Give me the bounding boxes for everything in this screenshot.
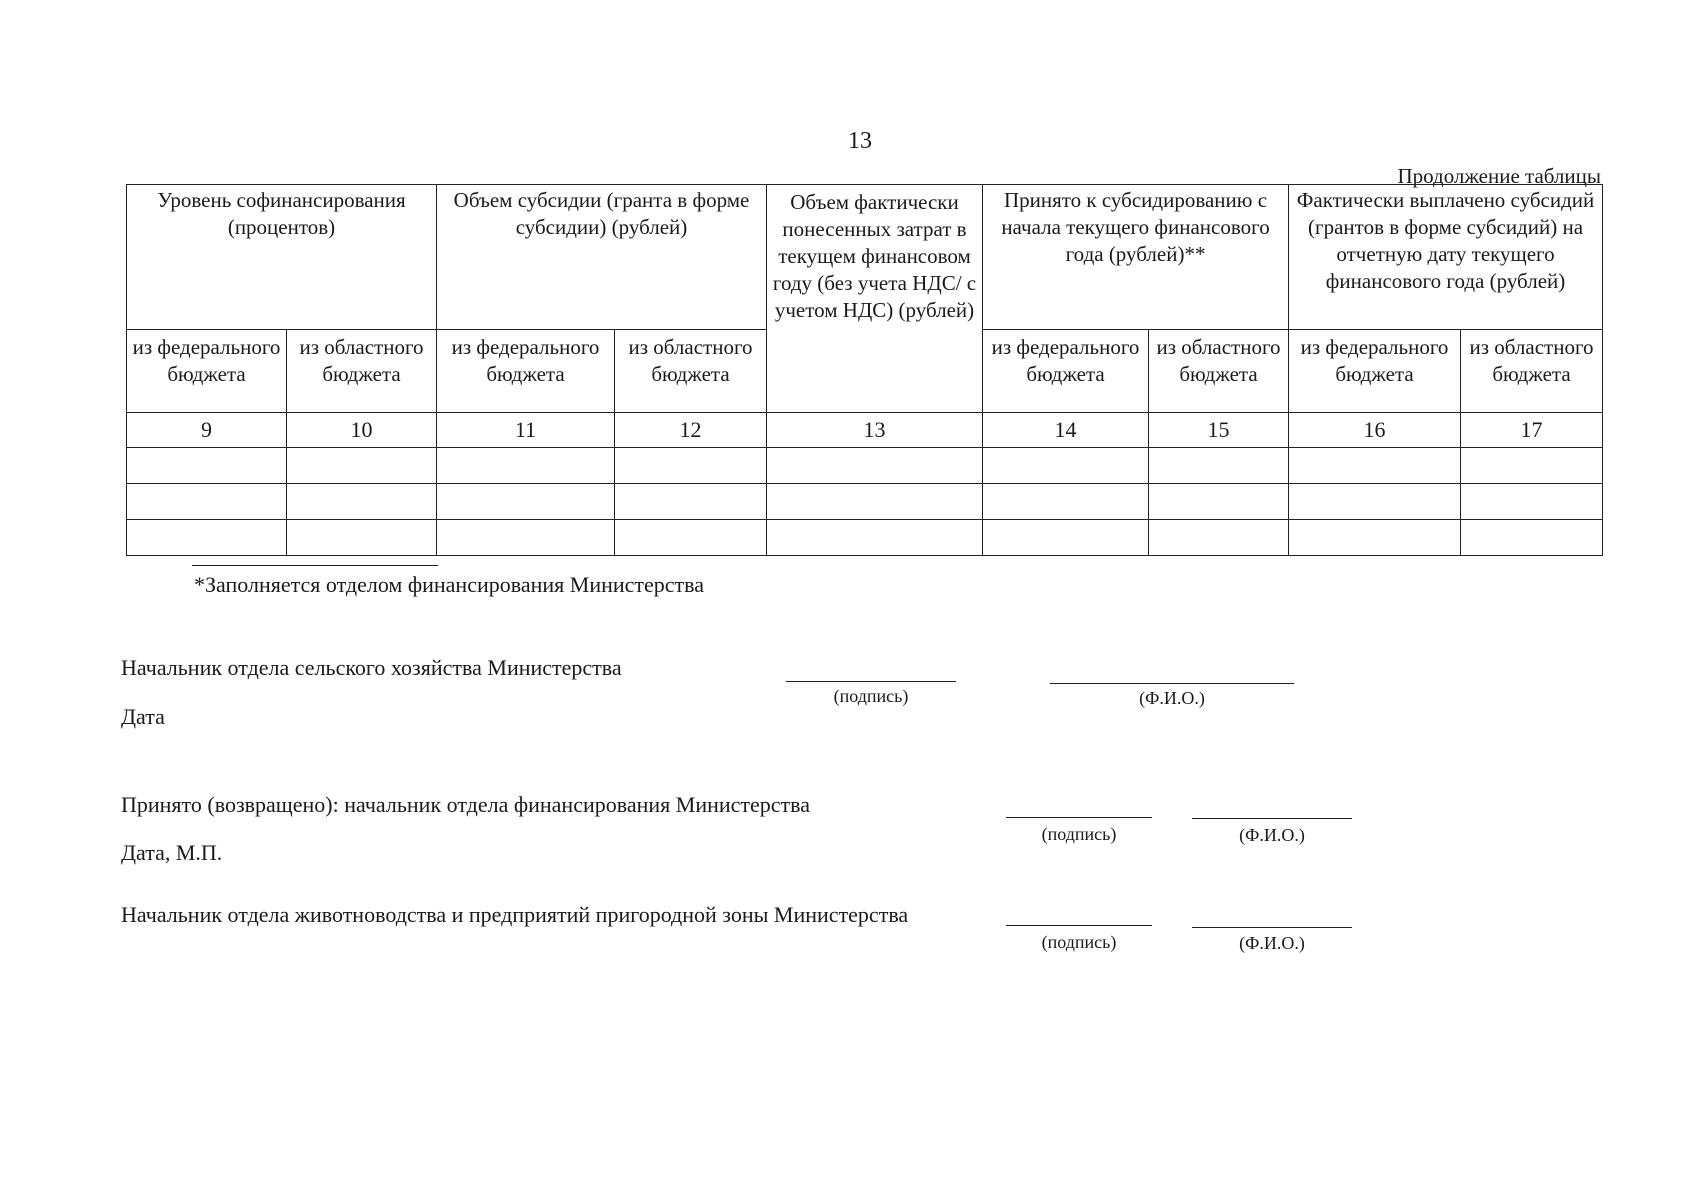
table-group-header-row <box>127 185 1603 330</box>
subheader-federal-budget: из федерального бюджета <box>127 330 287 413</box>
signature-caption: (подпись) <box>1041 932 1117 952</box>
table-row <box>127 448 1603 484</box>
column-number: 11 <box>437 413 615 448</box>
subheader-regional-budget: из областного бюджета <box>615 330 767 413</box>
table-cell <box>1461 520 1603 556</box>
table-cell <box>1461 448 1603 484</box>
table-cell <box>615 520 767 556</box>
subheader-regional-budget: из областного бюджета <box>287 330 437 413</box>
table-row <box>127 484 1603 520</box>
agriculture-head-label: Начальник отдела сельского хозяйства Министерства <box>121 655 622 680</box>
header-subsidy-volume: Объем субсидии (гранта в форме субсидии) (рублей) <box>437 185 767 330</box>
column-number: 14 <box>983 413 1149 448</box>
column-number: 17 <box>1461 413 1603 448</box>
subsidy-report-table <box>126 184 1603 556</box>
date-stamp-label: Дата, М.П. <box>121 840 223 865</box>
table-continuation-label: Продолжение таблицы <box>1397 164 1601 188</box>
column-number: 10 <box>287 413 437 448</box>
subheader-federal-budget: из федерального бюджета <box>1289 330 1461 413</box>
signature-caption: (подпись) <box>1041 824 1117 844</box>
column-number: 12 <box>615 413 767 448</box>
livestock-head-label: Начальник отдела животноводства и предприятий пригородной зоны Министерства <box>121 902 909 927</box>
column-number: 9 <box>127 413 287 448</box>
table-cell <box>127 520 287 556</box>
table-cell <box>1289 520 1461 556</box>
date-label: Дата <box>121 704 165 729</box>
header-cofinancing-level: Уровень софинансирования (процентов) <box>127 185 437 330</box>
table-cell <box>1149 484 1289 520</box>
table-cell <box>615 484 767 520</box>
table-cell <box>983 448 1149 484</box>
table-cell <box>287 484 437 520</box>
table-cell <box>437 520 615 556</box>
signature-line <box>1006 817 1152 818</box>
table-cell <box>1149 448 1289 484</box>
footnote: *Заполняется отделом финансирования Министерства <box>194 572 705 597</box>
column-number: 15 <box>1149 413 1289 448</box>
table-cell <box>437 448 615 484</box>
header-accepted-for-subsidy: Принято к субсидированию с начала текущего финансового года (рублей)** <box>983 185 1289 330</box>
column-number: 13 <box>767 413 983 448</box>
name-caption: (Ф.И.О.) <box>1239 825 1305 845</box>
name-line <box>1050 683 1294 684</box>
table-cell <box>287 448 437 484</box>
table-cell <box>1289 448 1461 484</box>
name-caption: (Ф.И.О.) <box>1139 688 1205 708</box>
table-cell <box>767 448 983 484</box>
footnote-divider <box>192 565 438 566</box>
finance-accepted-label: Принято (возвращено): начальник отдела финансирования Министерства <box>121 792 811 817</box>
table-cell <box>983 520 1149 556</box>
name-caption: (Ф.И.О.) <box>1239 933 1305 953</box>
table-cell <box>287 520 437 556</box>
table-cell <box>1461 484 1603 520</box>
subheader-regional-budget: из областного бюджета <box>1461 330 1603 413</box>
header-actually-paid: Фактически выплачено субсидий (грантов в форме субсидий) на отчетную дату текущего финансового года (рублей) <box>1289 185 1603 330</box>
signature-line <box>786 681 956 682</box>
name-line <box>1192 927 1352 928</box>
page-number: 13 <box>848 128 872 154</box>
table-cell <box>983 484 1149 520</box>
signature-line <box>1006 925 1152 926</box>
header-actual-costs: Объем фактически понесенных затрат в текущем финансовом году (без учета НДС/ с учетом НДС) (рублей) <box>767 185 983 413</box>
table-cell <box>127 484 287 520</box>
table-row <box>127 520 1603 556</box>
subheader-federal-budget: из федерального бюджета <box>437 330 615 413</box>
table-cell <box>767 484 983 520</box>
table-cell <box>615 448 767 484</box>
table-cell <box>767 520 983 556</box>
column-number: 16 <box>1289 413 1461 448</box>
name-line <box>1192 818 1352 819</box>
subheader-federal-budget: из федерального бюджета <box>983 330 1149 413</box>
table-cell <box>437 484 615 520</box>
table-cell <box>1149 520 1289 556</box>
table-cell <box>127 448 287 484</box>
table-cell <box>1289 484 1461 520</box>
table-column-number-row <box>127 413 1603 448</box>
subheader-regional-budget: из областного бюджета <box>1149 330 1289 413</box>
signature-caption: (подпись) <box>833 686 909 706</box>
